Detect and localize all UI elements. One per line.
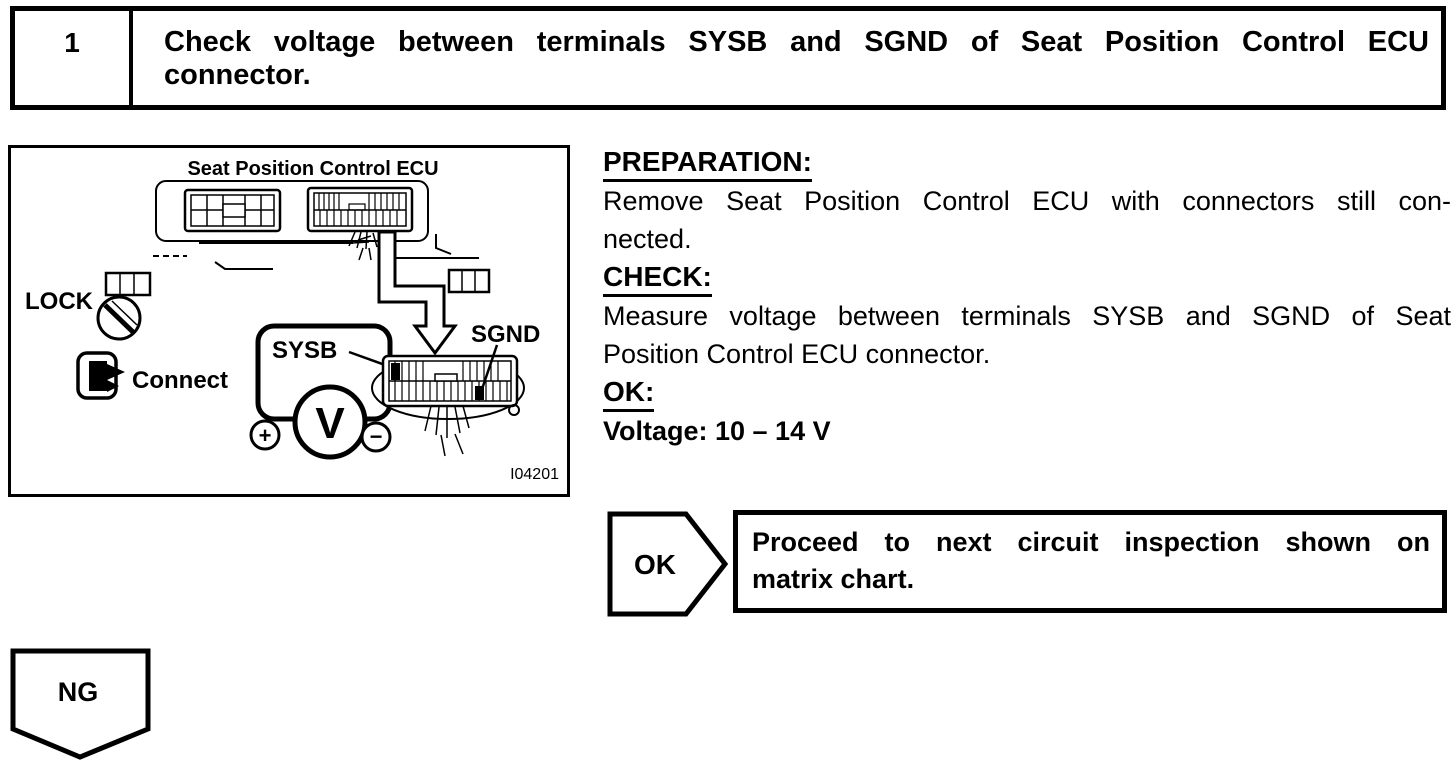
sgnd-label: SGND xyxy=(471,321,541,348)
figure-title: Seat Position Control ECU xyxy=(187,158,439,180)
step-title-line2: connector. xyxy=(164,59,311,91)
ok-action-line2: matrix chart. xyxy=(752,564,915,594)
check-heading: CHECK: xyxy=(603,258,1451,297)
ecu-drawing xyxy=(106,181,489,295)
minus-terminal-label: − xyxy=(369,424,383,449)
voltmeter-letter: V xyxy=(315,399,345,448)
step-title xyxy=(133,11,1441,105)
figure-box xyxy=(8,145,570,497)
figure-illustration xyxy=(11,148,567,494)
ok-branch-badge xyxy=(607,511,729,617)
preparation-text-line1: Remove Seat Position Control ECU with connectors still con- xyxy=(603,186,1451,216)
check-text-line2: Position Control ECU connector. xyxy=(603,339,991,369)
ng-badge-label: NG xyxy=(57,677,99,707)
ok-heading: OK: xyxy=(603,373,1451,412)
sysb-label: SYSB xyxy=(272,337,338,364)
probed-connector xyxy=(369,345,524,456)
ok-action-line1: Proceed to next circuit inspection shown on xyxy=(752,527,1430,557)
ok-action-box xyxy=(733,510,1447,613)
plus-terminal-label: + xyxy=(258,423,272,448)
preparation-heading: PREPARATION: xyxy=(603,143,1451,182)
step-header-box xyxy=(10,6,1446,110)
step-title-line1: Check voltage between terminals SYSB and SGND of Seat Position Control ECU xyxy=(164,26,1429,58)
connect-label: Connect xyxy=(132,367,228,394)
lock-label: LOCK xyxy=(25,288,93,315)
check-text-line1: Measure voltage between terminals SYSB and SGND of Seat xyxy=(603,301,1451,331)
ok-badge-label: OK xyxy=(634,549,676,580)
wire-bundle xyxy=(349,232,377,260)
figure-code: I04201 xyxy=(510,466,559,483)
lock-screw-icon xyxy=(98,297,140,339)
step-number: 1 xyxy=(15,11,133,105)
connector-plug-icon xyxy=(78,353,125,398)
preparation-text-line2: nected. xyxy=(603,224,692,254)
ng-branch-badge xyxy=(10,648,151,760)
instruction-column xyxy=(603,143,1451,450)
ok-spec-value: Voltage: 10 – 14 V xyxy=(603,416,831,446)
